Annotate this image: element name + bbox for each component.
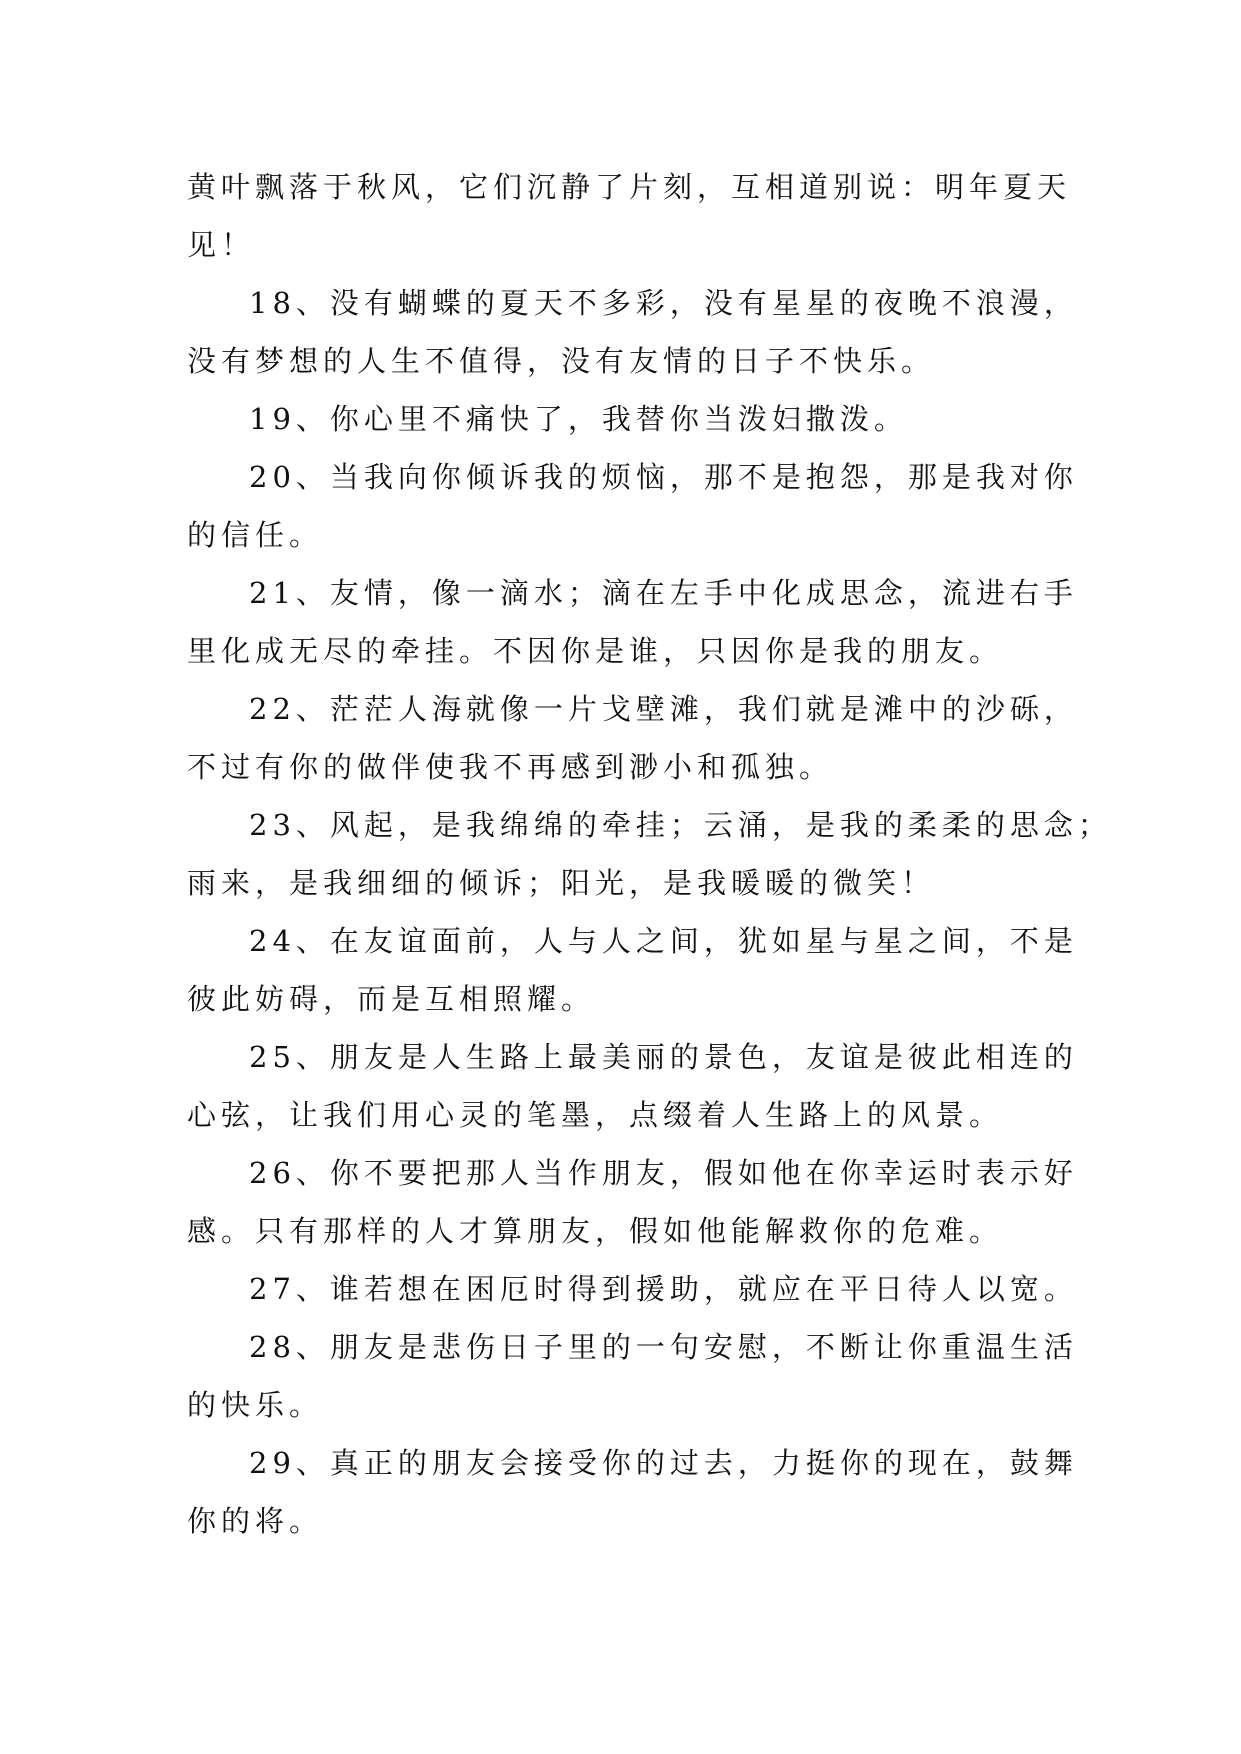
- text-line: 没有梦想的人生不值得，没有友情的日子不快乐。: [187, 344, 936, 378]
- text-line: 22、茫茫人海就像一片戈壁滩，我们就是滩中的沙砾，: [249, 692, 1078, 726]
- paragraph: [187, 796, 1112, 912]
- text-line: 的信任。: [187, 518, 324, 552]
- paragraph: [187, 1144, 1078, 1260]
- text-line: 19、你心里不痛快了，我替你当泼妇撒泼。: [249, 402, 908, 436]
- text-line: 21、友情，像一滴水；滴在左手中化成思念，流进右手: [249, 576, 1078, 610]
- paragraph: [187, 448, 1078, 564]
- text-line: 感。只有那样的人才算朋友，假如他能解救你的危难。: [187, 1214, 1004, 1248]
- text-line: 23、风起，是我绵绵的牵挂；云涌，是我的柔柔的思念；: [249, 808, 1112, 842]
- paragraph: [187, 158, 1072, 274]
- text-line: 见！: [187, 228, 256, 262]
- document-body: [187, 158, 1112, 1550]
- text-line: 20、当我向你倾诉我的烦恼，那不是抱怨，那是我对你: [249, 460, 1078, 494]
- text-line: 25、朋友是人生路上最美丽的景色，友谊是彼此相连的: [249, 1040, 1078, 1074]
- text-line: 你的将。: [187, 1504, 324, 1538]
- paragraph: [187, 680, 1078, 796]
- text-line: 29、真正的朋友会接受你的过去，力挺你的现在，鼓舞: [249, 1446, 1078, 1480]
- text-line: 里化成无尽的牵挂。不因你是谁，只因你是我的朋友。: [187, 634, 1004, 668]
- text-line: 24、在友谊面前，人与人之间，犹如星与星之间，不是: [249, 924, 1078, 958]
- text-line: 彼此妨碍，而是互相照耀。: [187, 982, 596, 1016]
- text-line: 心弦，让我们用心灵的笔墨，点缀着人生路上的风景。: [187, 1098, 1004, 1132]
- paragraph: [187, 390, 1057, 448]
- paragraph: [187, 1318, 1078, 1434]
- text-line: 28、朋友是悲伤日子里的一句安慰，不断让你重温生活: [249, 1330, 1078, 1364]
- paragraph: [187, 274, 1078, 390]
- paragraph: [187, 1260, 1078, 1318]
- text-line: 的快乐。: [187, 1388, 324, 1422]
- text-line: 黄叶飘落于秋风，它们沉静了片刻，互相道别说：明年夏天: [187, 170, 1072, 204]
- paragraph: [187, 1434, 1078, 1550]
- text-line: 26、你不要把那人当作朋友，假如他在你幸运时表示好: [249, 1156, 1078, 1190]
- paragraph: [187, 564, 1078, 680]
- text-line: 不过有你的做伴使我不再感到渺小和孤独。: [187, 750, 834, 784]
- text-line: 18、没有蝴蝶的夏天不多彩，没有星星的夜晚不浪漫，: [249, 286, 1078, 320]
- paragraph: [187, 912, 1078, 1028]
- text-line: 雨来，是我细细的倾诉；阳光，是我暖暖的微笑！: [187, 866, 936, 900]
- paragraph: [187, 1028, 1078, 1144]
- text-line: 27、谁若想在困厄时得到援助，就应在平日待人以宽。: [249, 1272, 1078, 1306]
